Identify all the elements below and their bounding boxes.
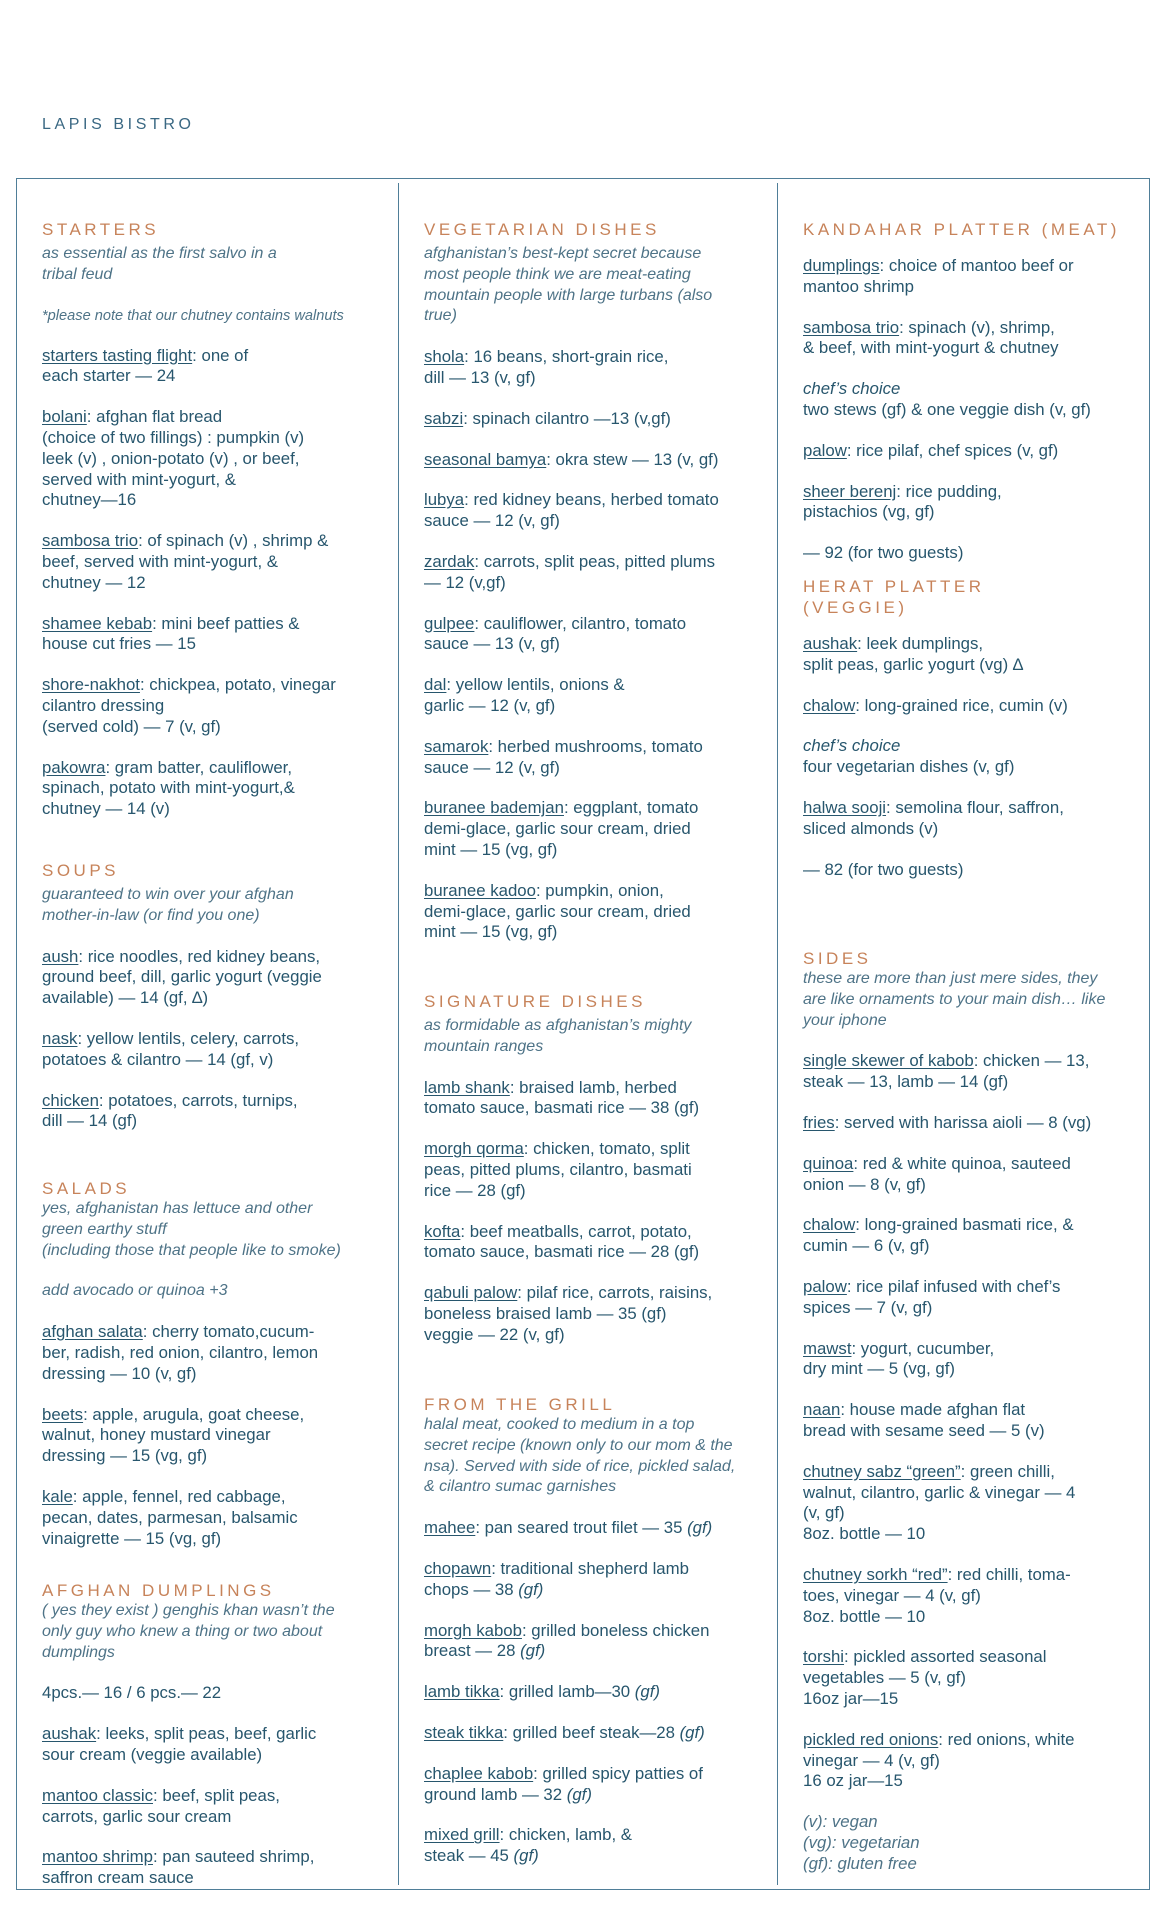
menu-item: [424, 798, 764, 860]
item-description: : yellow lentils, celery, carrots, potatoes & cilantro — 14 (gf, v): [42, 1028, 300, 1069]
item-description: : 16 beans, short-grain rice, dill — 13 (v, gf): [424, 347, 669, 387]
item-description: : traditional shepherd lamb chops — 38: [424, 1558, 689, 1599]
menu-item: [803, 1277, 1143, 1319]
item-name: palow: [803, 1276, 847, 1296]
item-name: dal: [424, 675, 447, 695]
item-name: buranee kadoo: [424, 880, 536, 900]
section-tagline: afghanistan’s best-kept secret because most people think we are meat-eating mountain people with large turbans (also true): [424, 245, 713, 325]
item-name: naan: [803, 1400, 841, 1420]
chef-choice: [803, 379, 1143, 421]
item-name: beets: [42, 1404, 84, 1424]
item-name: mantoo shrimp: [42, 1847, 153, 1867]
chef-choice-label: chef’s choice: [803, 379, 901, 399]
item-name: chutney sorkh “red”: [803, 1564, 948, 1584]
menu-item: [803, 1154, 1143, 1196]
section-tagline: yes, afghanistan has lettuce and other green earthy stuff (including those that people like to smoke): [42, 1200, 341, 1259]
diet-tag: (gf): [513, 1846, 539, 1866]
item-name: chalow: [803, 695, 856, 715]
dumpling-pricing: 4pcs.— 16 / 6 pcs.— 22: [42, 1683, 222, 1703]
section-salads: [42, 1178, 382, 1569]
item-name: aush: [42, 946, 79, 966]
menu-item: [42, 1786, 382, 1828]
item-description: : cauliflower, cilantro, tomato sauce — 13 (v, gf): [424, 613, 687, 654]
item-description: : mini beef patties & house cut fries — 15: [42, 613, 300, 654]
item-description: : afghan flat bread (choice of two fillings) : pumpkin (v) leek (v) , onion-potato (v) , or beef, served with mint-yogurt, & chutney—16: [42, 407, 305, 510]
item-name: afghan salata: [42, 1322, 143, 1342]
chef-choice-text: two stews (gf) & one veggie dish (v, gf): [803, 399, 1091, 419]
item-description: : chicken, lamb, & steak — 45: [424, 1825, 632, 1866]
item-description: : served with harissa aioli — 8 (vg): [834, 1112, 1092, 1132]
menu-item: [42, 1405, 382, 1467]
item-description: : okra stew — 13 (v, gf): [546, 449, 719, 469]
menu-item: [803, 318, 1143, 360]
section-tagline: these are more than just mere sides, they are like ornaments to your main dish… like your iphone: [803, 970, 1106, 1029]
menu-item: [42, 531, 382, 593]
item-description: : grilled lamb—30: [499, 1682, 635, 1702]
item-name: fries: [803, 1112, 835, 1132]
menu-item: [424, 1825, 764, 1867]
item-description: : eggplant, tomato demi-glace, garlic sour cream, dried mint — 15 (vg, gf): [424, 798, 699, 859]
menu-item: [424, 450, 764, 471]
item-description: : carrots, split peas, pitted plums — 12 (v,gf): [424, 551, 716, 592]
platter-price: — 82 (for two guests): [803, 859, 964, 879]
item-name: sheer berenj: [803, 481, 897, 501]
diet-legend: (v): vegan (vg): vegetarian (gf): gluten free: [803, 1812, 920, 1873]
menu-item: [803, 1400, 1143, 1442]
section-title: HERAT PLATTER (VEGGIE): [803, 576, 985, 617]
menu-item: [424, 409, 764, 430]
section-kandahar-platter: [803, 219, 1143, 900]
menu-item: [424, 490, 764, 532]
menu-item: [42, 675, 382, 737]
menu-items: [42, 346, 382, 820]
section-tagline: guaranteed to win over your afghan mother-in-law (or find you one): [42, 886, 294, 924]
item-description: : chickpea, potato, vinegar cilantro dressing (served cold) — 7 (v, gf): [42, 675, 336, 736]
item-name: mantoo classic: [42, 1785, 153, 1805]
menu-items: [803, 256, 1143, 359]
item-name: seasonal bamya: [424, 449, 547, 469]
item-name: starters tasting flight: [42, 345, 193, 365]
item-name: pakowra: [42, 757, 106, 777]
item-description: : pilaf rice, carrots, raisins, boneless braised lamb — 35 (gf) veggie — 22 (v, gf): [424, 1283, 713, 1344]
diet-tag: (gf): [520, 1641, 546, 1661]
menu-item: [42, 614, 382, 656]
item-description: : rice pudding, pistachios (vg, gf): [803, 481, 1002, 522]
item-name: morgh kabob: [424, 1620, 522, 1640]
diet-tag: (gf): [687, 1518, 713, 1538]
section-title: FROM THE GRILL: [424, 1395, 616, 1414]
item-description: : semolina flour, saffron, sliced almonds (v): [803, 797, 1064, 838]
item-description: : red kidney beans, herbed tomato sauce — 12 (v, gf): [424, 490, 719, 531]
menu-items: [424, 1078, 764, 1346]
item-name: shola: [424, 347, 465, 367]
section-title: AFGHAN DUMPLINGS: [42, 1581, 275, 1600]
menu-item: [803, 482, 1143, 524]
menu-items: [803, 798, 1143, 840]
diet-tag: (gf): [634, 1682, 660, 1702]
item-name: kofta: [424, 1221, 461, 1241]
chef-choice: [803, 736, 1143, 778]
platter-price: — 92 (for two guests): [803, 543, 964, 563]
menu-items: [424, 347, 764, 943]
menu-item: [803, 798, 1143, 840]
menu-items: [803, 634, 1143, 716]
section-tagline: halal meat, cooked to medium in a top secret recipe (known only to our mom & the nsa). Served with side of rice, pickled salad, & cilantro sumac garnishes: [424, 1416, 736, 1496]
menu-items: [42, 1322, 382, 1549]
item-description: : pumpkin, onion, demi-glace, garlic sour cream, dried mint — 15 (vg, gf): [424, 880, 691, 942]
menu-item: [42, 758, 382, 820]
item-name: mahee: [424, 1518, 476, 1538]
menu-item: [424, 552, 764, 594]
item-name: steak tikka: [424, 1722, 504, 1742]
item-description: : red onions, white vinegar — 4 (v, gf) 16 oz jar—15: [803, 1729, 1075, 1791]
chef-choice-text: four vegetarian dishes (v, gf): [803, 757, 1015, 777]
menu-item: [424, 1621, 764, 1663]
item-name: lamb tikka: [424, 1682, 500, 1702]
section-soups: [42, 860, 382, 1152]
menu-item: [803, 1565, 1143, 1627]
item-description: : apple, fennel, red cabbage, pecan, dates, parmesan, balsamic vinaigrette — 15 (vg, gf): [42, 1486, 298, 1548]
item-description: : leek dumplings, split peas, garlic yogurt (vg) ∆: [803, 633, 1024, 674]
menu-item: [424, 1078, 764, 1120]
item-name: mixed grill: [424, 1825, 500, 1845]
menu-item: [42, 1847, 382, 1889]
menu-item: [803, 696, 1143, 717]
menu-item: [42, 1029, 382, 1071]
menu-item: [803, 441, 1143, 462]
item-name: shore-nakhot: [42, 675, 140, 695]
item-description: : potatoes, carrots, turnips, dill — 14 (gf): [42, 1090, 298, 1131]
item-description: : chicken — 13, steak — 13, lamb — 14 (gf): [803, 1051, 1090, 1092]
menu-item: [424, 1682, 764, 1703]
section-starters: [42, 219, 382, 840]
menu-items: [803, 1051, 1143, 1792]
item-name: pickled red onions: [803, 1729, 939, 1749]
item-name: chutney sabz “green”: [803, 1461, 961, 1481]
item-name: morgh qorma: [424, 1139, 524, 1159]
section-vegetarian: [424, 219, 764, 963]
menu-item: [424, 737, 764, 779]
menu-item: [424, 1723, 764, 1744]
menu-item: [803, 1051, 1143, 1093]
item-description: : green chilli, walnut, cilantro, garlic & vinegar — 4 (v, gf) 8oz. bottle — 10: [803, 1461, 1076, 1544]
menu-item: [42, 1724, 382, 1766]
item-name: chopawn: [424, 1558, 492, 1578]
menu-item: [424, 1139, 764, 1201]
item-name: single skewer of kabob: [803, 1051, 974, 1071]
item-description: : one of each starter — 24: [42, 345, 249, 386]
section-title: KANDAHAR PLATTER (MEAT): [803, 220, 1120, 239]
item-name: nask: [42, 1028, 78, 1048]
menu-item: [42, 407, 382, 511]
section-sides: [803, 948, 1143, 1875]
item-description: : long-grained basmati rice, & cumin — 6 (v, gf): [803, 1215, 1074, 1256]
item-description: : braised lamb, herbed tomato sauce, basmati rice — 38 (gf): [424, 1077, 700, 1118]
item-description: : rice pilaf infused with chef’s spices — 7 (v, gf): [803, 1276, 1061, 1317]
chef-choice-label: chef’s choice: [803, 736, 901, 756]
section-tagline: as formidable as afghanistan’s mighty mountain ranges: [424, 1017, 692, 1055]
menu-item: [803, 634, 1143, 676]
menu-item: [424, 881, 764, 943]
menu-item: [42, 1322, 382, 1384]
item-description: : yogurt, cucumber, dry mint — 5 (vg, gf): [803, 1338, 995, 1379]
item-name: halwa sooji: [803, 797, 887, 817]
section-title: VEGETARIAN DISHES: [424, 220, 660, 239]
menu-items: [42, 1724, 382, 1889]
item-description: : rice noodles, red kidney beans, ground beef, dill, garlic yogurt (veggie available) — 14 (gf, ∆): [42, 946, 322, 1008]
item-description: : pickled assorted seasonal vegetables — 5 (v, gf) 16oz jar—15: [803, 1647, 1047, 1708]
menu-item: [42, 346, 382, 388]
item-name: quinoa: [803, 1153, 854, 1173]
menu-item: [424, 1518, 764, 1539]
section-title: STARTERS: [42, 220, 160, 239]
menu-item: [803, 1339, 1143, 1381]
item-description: : grilled boneless chicken breast — 28: [424, 1620, 710, 1661]
item-name: kale: [42, 1486, 73, 1506]
menu-items: [803, 441, 1143, 523]
menu-item: [803, 1462, 1143, 1545]
item-name: samarok: [424, 736, 489, 756]
menu-item: [424, 1222, 764, 1264]
item-description: : house made afghan flat bread with sesame seed — 5 (v): [803, 1400, 1045, 1440]
menu-item: [424, 1283, 764, 1345]
item-description: : spinach cilantro —13 (v,gf): [463, 408, 671, 428]
item-name: aushak: [803, 633, 858, 653]
item-name: lamb shank: [424, 1077, 510, 1097]
menu-item: [803, 1730, 1143, 1792]
section-grill: [424, 1394, 764, 1887]
item-description: : grilled beef steak—28: [503, 1722, 680, 1742]
menu-item: [424, 614, 764, 656]
item-description: : chicken, tomato, split peas, pitted plums, cilantro, basmati rice — 28 (gf): [424, 1139, 692, 1200]
column-divider: [398, 183, 399, 1885]
item-name: sambosa trio: [803, 317, 900, 337]
item-name: dumplings: [803, 256, 880, 275]
item-description: : beef, split peas, carrots, garlic sour cream: [42, 1785, 280, 1826]
item-name: zardak: [424, 551, 475, 571]
item-name: mawst: [803, 1338, 852, 1358]
section-title: SALADS: [42, 1179, 131, 1198]
item-name: sambosa trio: [42, 531, 139, 551]
item-description: : pan seared trout filet — 35: [475, 1518, 688, 1538]
item-name: buranee bademjan: [424, 798, 564, 818]
menu-item: [42, 947, 382, 1009]
menu-item: [42, 1091, 382, 1133]
walnut-note: *please note that our chutney contains walnuts: [42, 307, 344, 324]
item-description: : rice pilaf, chef spices (v, gf): [846, 440, 1059, 460]
item-description: : pan sauteed shrimp, saffron cream sauce: [42, 1847, 315, 1888]
item-name: torshi: [803, 1647, 845, 1667]
item-description: : apple, arugula, goat cheese, walnut, honey mustard vinegar dressing — 15 (vg, gf): [42, 1404, 305, 1466]
item-name: chicken: [42, 1090, 99, 1110]
menu-item: [424, 675, 764, 717]
section-tagline: ( yes they exist ) genghis khan wasn’t the only guy who knew a thing or two about dumplings: [42, 1602, 335, 1661]
item-description: : red chilli, toma- toes, vinegar — 4 (v, gf) 8oz. bottle — 10: [803, 1564, 1071, 1626]
menu-item: [424, 1764, 764, 1806]
restaurant-name: LAPIS BISTRO: [42, 116, 195, 133]
item-name: chaplee kabob: [424, 1763, 534, 1783]
menu-item: [42, 1487, 382, 1549]
salad-addon: add avocado or quinoa +3: [42, 1282, 228, 1300]
item-name: bolani: [42, 407, 87, 427]
menu-item: [803, 1113, 1143, 1134]
diet-tag: (gf): [566, 1784, 592, 1804]
item-description: : of spinach (v) , shrimp & beef, served with mint-yogurt, & chutney — 12: [42, 531, 329, 592]
item-description: : beef meatballs, carrot, potato, tomato sauce, basmati rice — 28 (gf): [424, 1221, 700, 1262]
section-title: SIDES: [803, 949, 872, 968]
diet-tag: (gf): [518, 1579, 544, 1599]
item-name: sabzi: [424, 408, 464, 428]
item-name: lubya: [424, 490, 465, 510]
item-description: : spinach (v), shrimp, & beef, with mint-yogurt & chutney: [803, 317, 1059, 358]
menu-item: [803, 256, 1143, 298]
item-description: : red & white quinoa, sauteed onion — 8 (v, gf): [803, 1153, 1071, 1194]
item-name: palow: [803, 440, 847, 460]
section-signature: [424, 991, 764, 1366]
column-divider: [777, 183, 778, 1885]
item-name: aushak: [42, 1724, 97, 1744]
menu-items: [424, 1518, 764, 1867]
item-name: shamee kebab: [42, 613, 153, 633]
menu-item: [424, 347, 764, 389]
item-description: : yellow lentils, onions & garlic — 12 (v, gf): [424, 675, 625, 715]
section-tagline: as essential as the first salvo in a tribal feud: [42, 245, 277, 283]
item-description: : cherry tomato,cucum- ber, radish, red onion, cilantro, lemon dressing — 10 (v, gf): [42, 1322, 319, 1383]
section-title: SOUPS: [42, 861, 120, 880]
item-name: qabuli palow: [424, 1283, 518, 1303]
menu-items: [42, 947, 382, 1133]
menu-item: [424, 1559, 764, 1601]
diet-tag: (gf): [679, 1722, 705, 1742]
item-name: chalow: [803, 1215, 856, 1235]
section-dumplings: [42, 1580, 382, 1909]
item-name: gulpee: [424, 613, 475, 633]
item-description: : grilled spicy patties of ground lamb — 32: [424, 1763, 703, 1804]
menu-item: [803, 1215, 1143, 1257]
item-description: : gram batter, cauliflower, spinach, potato with mint-yogurt,& chutney — 14 (v): [42, 757, 295, 819]
item-description: : leeks, split peas, beef, garlic sour cream (veggie available): [42, 1724, 317, 1764]
item-description: : herbed mushrooms, tomato sauce — 12 (v, gf): [424, 736, 703, 777]
section-title: SIGNATURE DISHES: [424, 992, 646, 1011]
item-description: : long-grained rice, cumin (v): [855, 695, 1068, 715]
item-description: : choice of mantoo beef or mantoo shrimp: [803, 256, 1074, 296]
menu-item: [803, 1647, 1143, 1709]
